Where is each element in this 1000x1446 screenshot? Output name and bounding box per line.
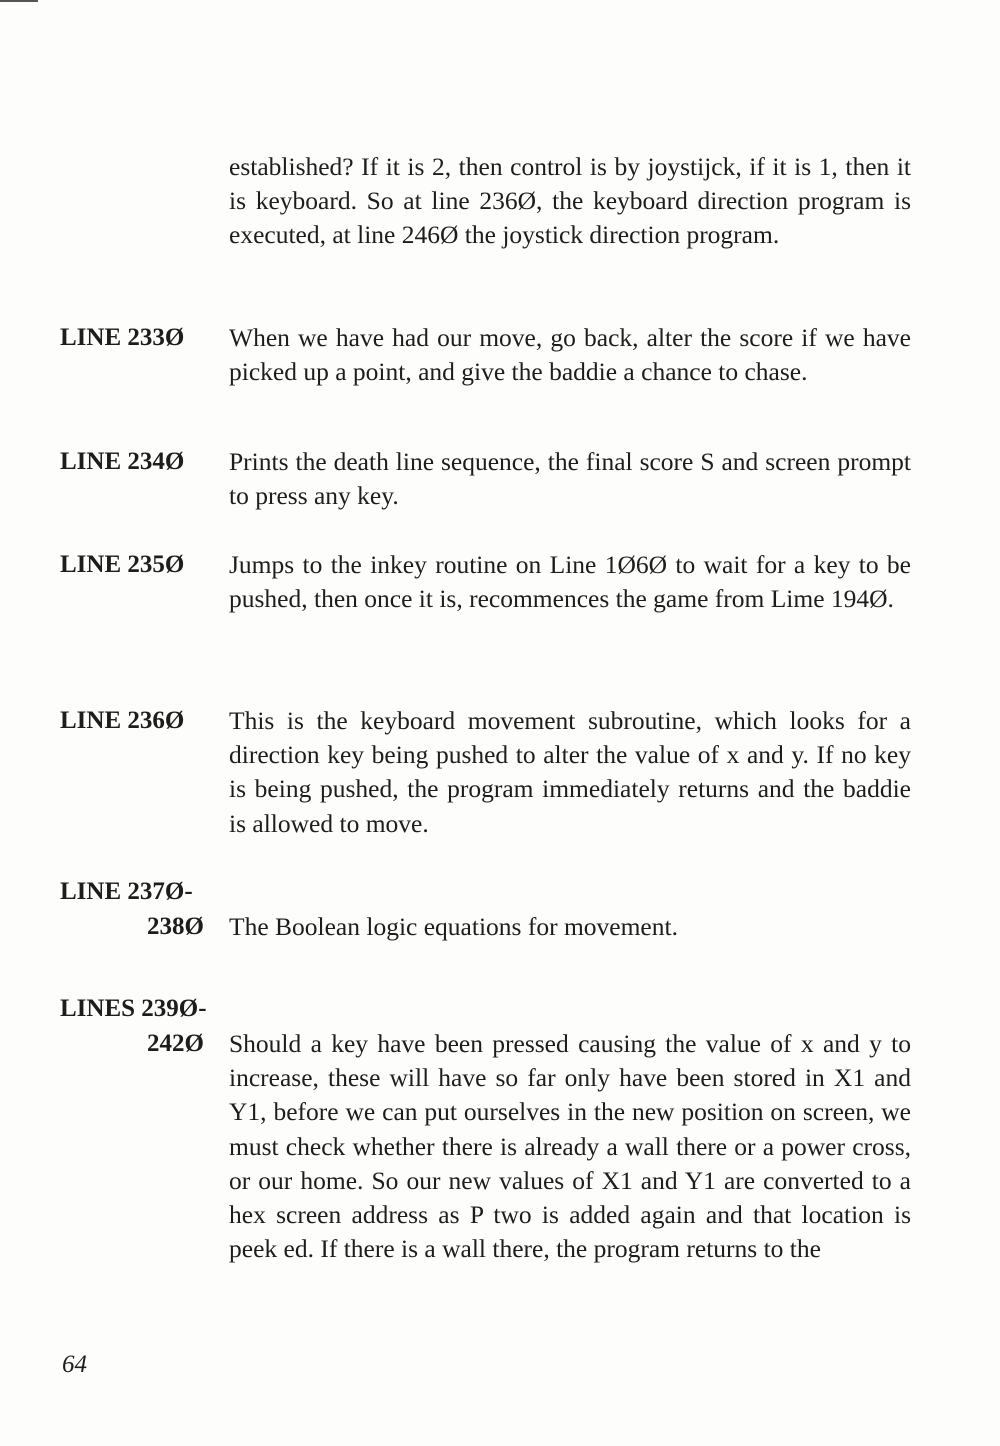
entry-text: Prints the death line sequence, the final score S and screen prompt to press any key. [229, 447, 911, 511]
entry-label: LINE 236Ø [60, 707, 185, 734]
intro-paragraph: established? If it is 2, then control is by joystijck, if it is 1, then it is keyboard. So at line 236Ø, the keyboard direction program is executed, at line 246Ø the joystick direction program. [229, 152, 911, 250]
entry-text: Should a key have been pressed causing the value of x and y to increase, these will have so far only have been stored in X1 and Y1, before we can put ourselves in the new position on screen, we must check whether there is already a wall there or a power cross, or our home. So our new values of X1 and Y1 are converted to a hex screen address as P two is added again and that location is peek ed. If there is a wall there, the program returns to the [229, 1029, 911, 1264]
entry-label-continuation: 242Ø [147, 1030, 204, 1057]
entry-label: LINE 233Ø [60, 324, 185, 351]
entry-label: LINE 234Ø [60, 448, 185, 475]
page-number: 64 [62, 1351, 87, 1378]
entry-label: LINES 239Ø- [60, 995, 207, 1022]
entry-text: Jumps to the inkey routine on Line 1Ø6Ø to wait for a key to be pushed, then once it is, recommences the game from Lime 194Ø. [229, 550, 911, 614]
entry-text: The Boolean logic equations for movement. [229, 912, 678, 941]
scan-edge-mark [0, 0, 38, 2]
entry-label-continuation: 238Ø [147, 913, 204, 940]
entry-text: This is the keyboard movement subroutine, which looks for a direction key being pushed to alter the value of x and y. If no key is being pushed, the program immediately returns and the baddie is allowed to move. [229, 706, 911, 838]
entry-label: LINE 235Ø [60, 551, 185, 578]
entry-label: LINE 237Ø- [60, 878, 193, 905]
entry-text: When we have had our move, go back, alter the score if we have picked up a point, and give the baddie a chance to chase. [229, 323, 911, 387]
